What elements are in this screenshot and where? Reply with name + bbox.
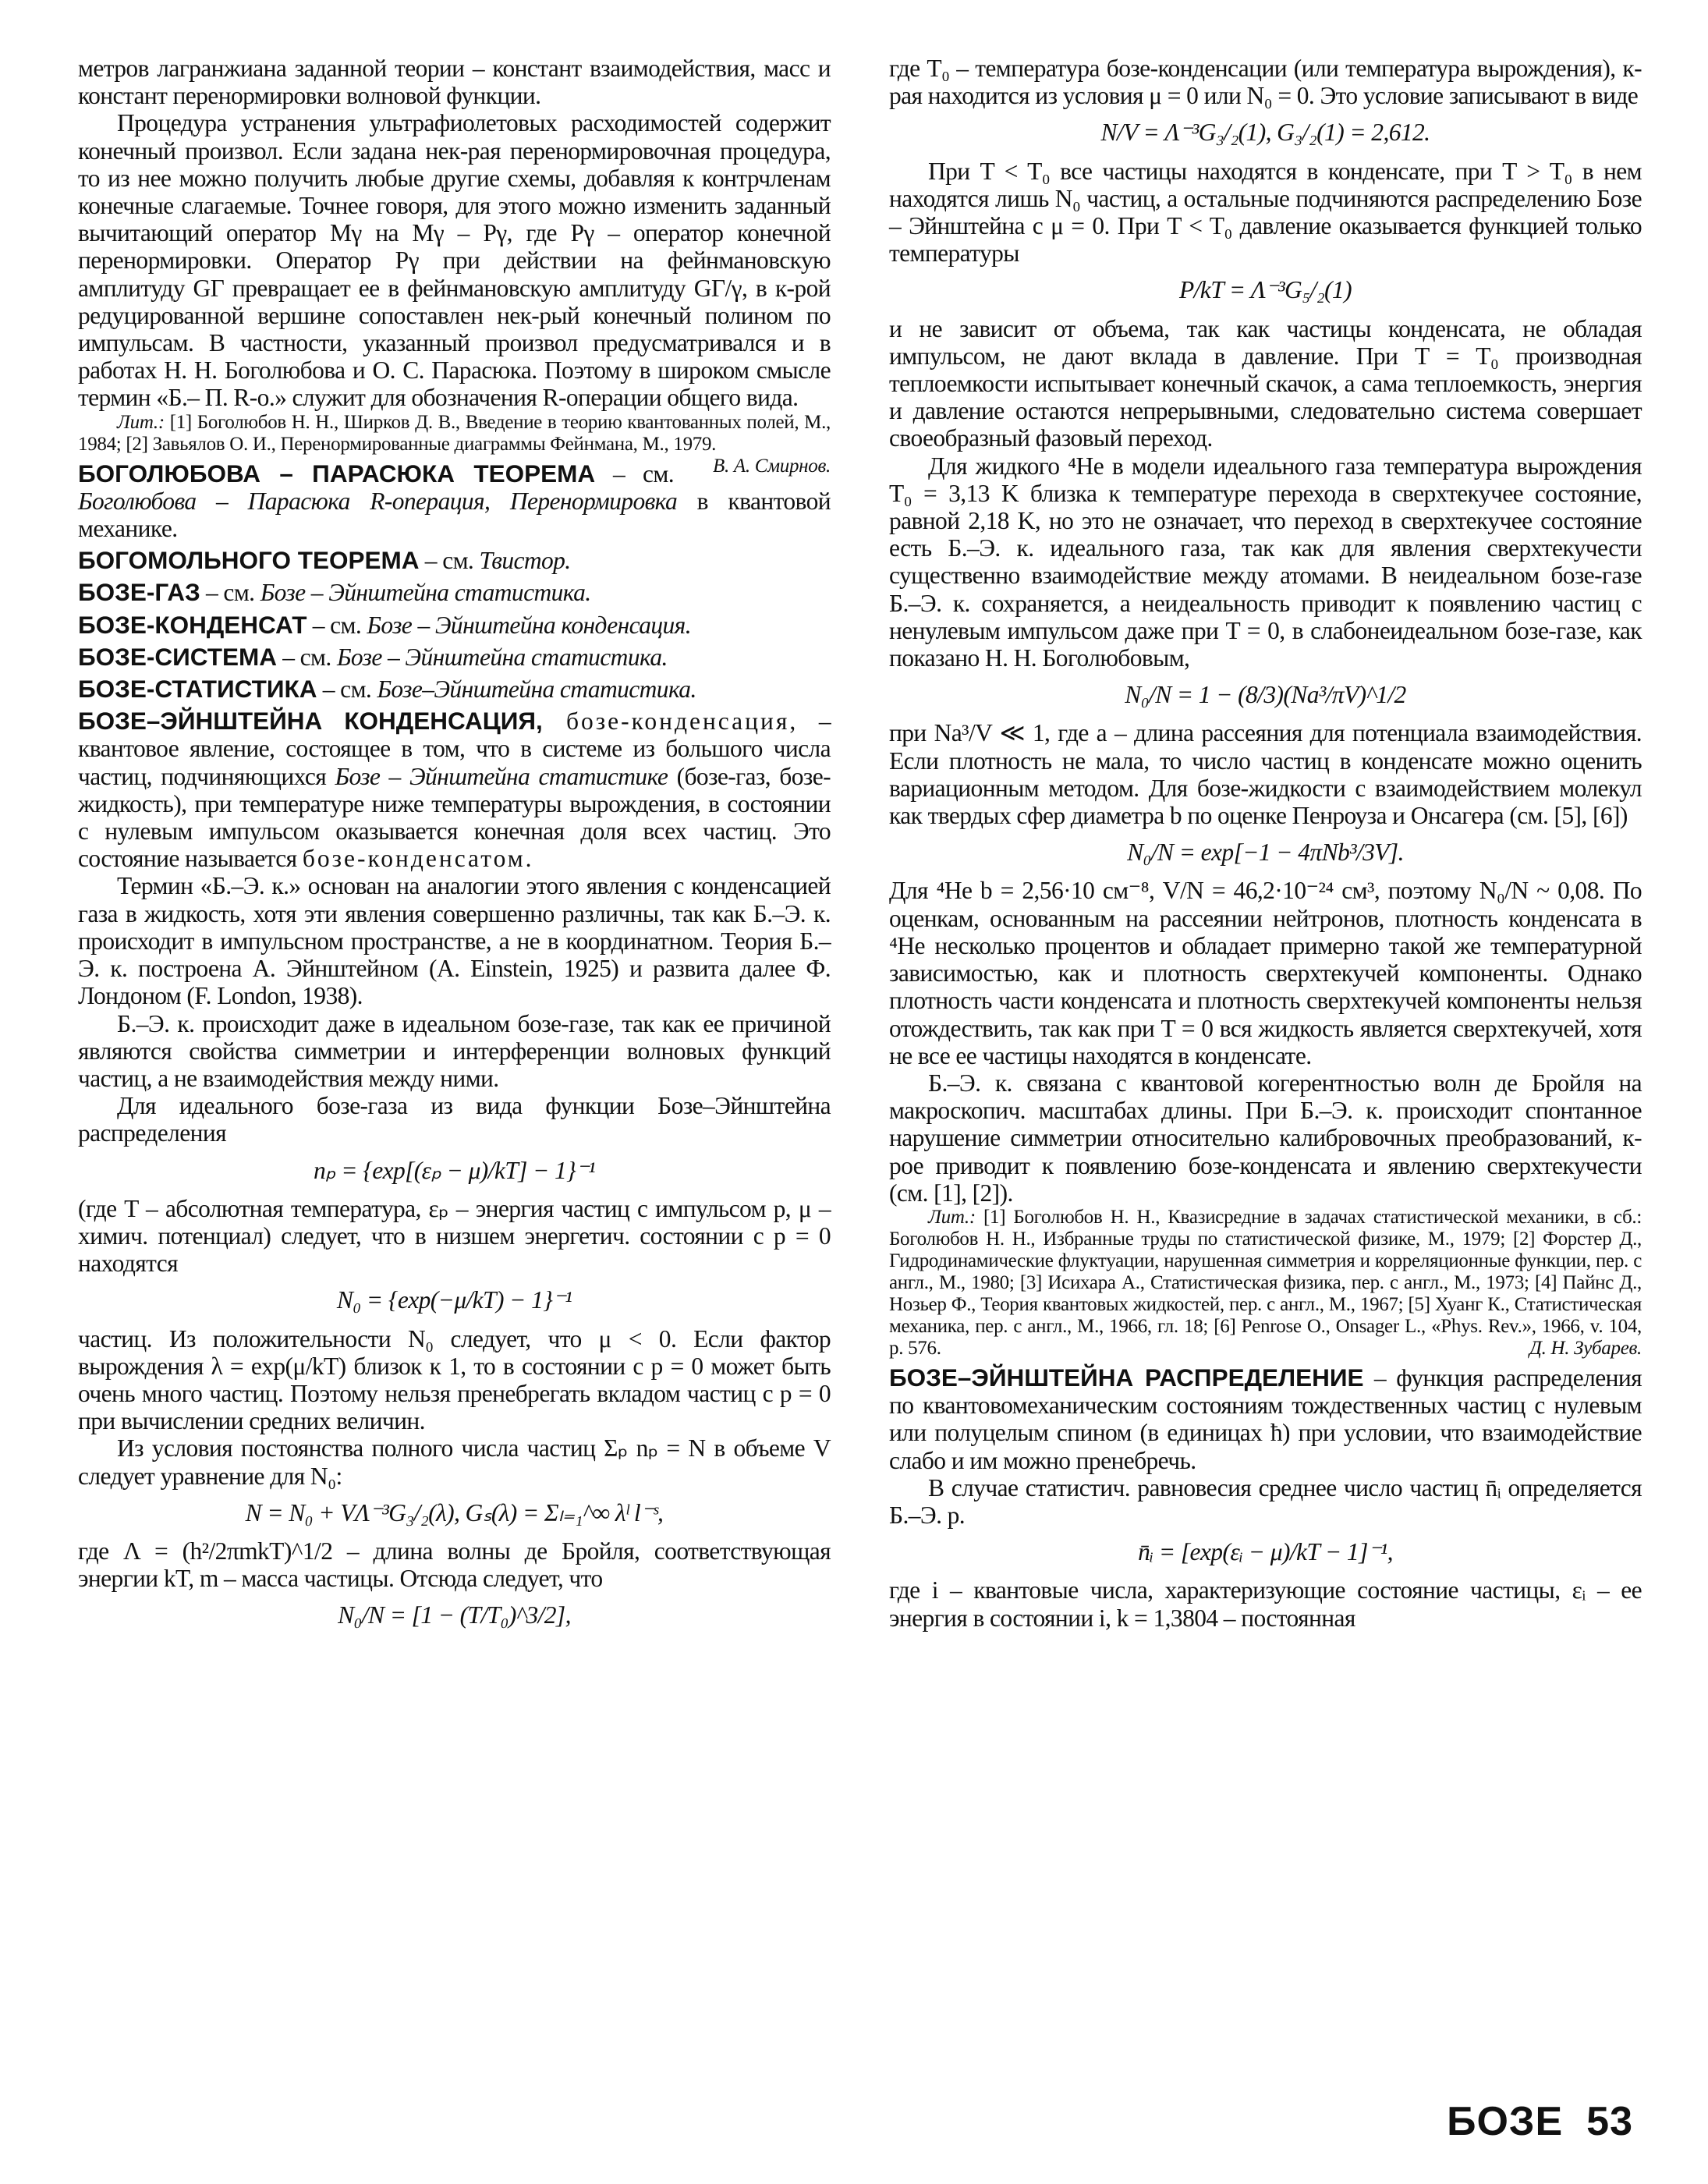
text-run: где i – квантовые числа, характеризующие состояние частицы, εᵢ – ее энергия в состоянии i, k = 1,3804 – постоянная: [889, 1576, 1642, 1632]
paragraph: [78, 1092, 831, 1147]
text-run: – см.: [595, 459, 675, 488]
text-run: P/kT = Λ⁻³G₅/₂(1): [1179, 276, 1352, 304]
text-run: [1] Боголюбов Н. Н., Ширков Д. В., Введение в теорию квантованных полей, М., 1984; [2] Завьялов О. И., Перенормированные диаграммы Фейнмана, М., 1979.: [78, 411, 831, 455]
text-run: N₀/N = 1 − (8/3)(Na³/πV)^1/2: [1125, 681, 1406, 709]
paragraph-continued: [78, 1195, 831, 1278]
text-run: – см.: [200, 579, 260, 607]
paragraph-continued: [889, 719, 1642, 829]
text-run: N = N₀ + VΛ⁻³G₃/₂(λ), Gₛ(λ) = Σₗ₌₁^∞ λˡ l⁻ˢ,: [245, 1498, 664, 1526]
text-run: Из условия постоянства полного числа частиц Σₚ nₚ = N в объеме V следует уравнение для N₀:: [78, 1434, 831, 1490]
dictionary-entry: [78, 579, 831, 606]
paragraph: [889, 158, 1642, 268]
text-run: [1] Боголюбов Н. Н., Квазисредние в задачах статистической механики, в сб.: Боголюбов Н. Н., Избранные труды по статистической физике, М., 1979; [2] Форстер Д., Гидродинамические флуктуации, нарушенная симметрия и корреляционные функции, пер. с англ., М., 1980; [3] Исихара А., Статистическая физика, пер. с англ., М., 1973; [4] Пайнс Д., Нозьер Ф., Теория квантовых жидкостей, пер. с англ., М., 1967; [5] Хуанг К., Статистическая механика, пер. с англ., М., 1966, гл. 18; [6] Penrose O., Onsager L., «Phys. Rev.», 1966, v. 104, p. 576.: [889, 1206, 1642, 1359]
text-run: Б.–Э. к. связана с квантовой когерентностью волн де Бройля на макроскопич. масштабах длины. При Б.–Э. к. происходит спонтанное нарушение симметрии относительно калибровочных преобразований, к-рое приводит к появлению бозе-конденсата и явлению сверхтекучести (см. [1], [2]).: [889, 1069, 1642, 1207]
text-run: В случае статистич. равновесия среднее число частиц n̄ᵢ определяется Б.–Э. р.: [889, 1473, 1642, 1529]
text-run: бозе-конденсация,: [542, 707, 799, 736]
paragraph-continued: [78, 1325, 831, 1435]
text-run: Б.–Э. к. происходит даже в идеальном бозе-газе, так как ее причиной являются свойства симметрии и интерференции волновых функций частиц, а не взаимодействия между ними.: [78, 1009, 831, 1092]
references: [889, 1207, 1642, 1360]
text-run: метров лагранжиана заданной теории – констант взаимодействия, масс и констант перенормировки волновой функции.: [78, 55, 831, 110]
text-run: – см.: [276, 643, 337, 671]
formula: [78, 1601, 831, 1629]
text-run: где Λ = (h²/2πmkT)^1/2 – длина волны де Бройля, соответствующая энергии kT, m – масса частицы. Отсюда следует, что: [78, 1537, 831, 1593]
running-head: БОЗЕ: [1447, 2099, 1564, 2144]
paragraph: [78, 1010, 831, 1093]
italic-text: Лит.:: [117, 411, 170, 433]
entry-headword: БОЗЕ–ЭЙНШТЕЙНА КОНДЕНСАЦИЯ,: [78, 707, 543, 736]
dictionary-entry: [78, 612, 831, 639]
right-column: [889, 55, 1642, 1632]
formula: [78, 1499, 831, 1526]
formula: [889, 838, 1642, 866]
text-run: n̄ᵢ = [exp(εᵢ − μ)/kT − 1]⁻¹,: [1138, 1538, 1393, 1566]
text-run: бозе-конденсатом.: [302, 845, 534, 873]
text-run: Для жидкого ⁴He в модели идеального газа температура вырождения T₀ = 3,13 K близка к температуре перехода в сверхтекучее состояние, равной 2,18 K, но это не означает, что переход в сверхтекучее состояние есть Б.–Э. к. идеального газа, так как для явления сверхтекучести существенно взаимодействие между атомами. В неидеальном бозе-газе Б.–Э. к. сохраняется, а неидеальность приводит к появлению частиц с ненулевым импульсом даже при T = 0, в слабонеидеальном бозе-газе, как показано Н. Н. Боголюбовым,: [889, 452, 1642, 672]
text-run: При T < T₀ все частицы находятся в конденсате, при T > T₀ в нем находятся лишь N₀ частиц, а остальные подчиняются распределению Бозе – Эйнштейна с μ = 0. При T < T₀ давление оказывается функцией только температуры: [889, 157, 1642, 268]
formula: [889, 681, 1642, 708]
formula: [889, 276, 1642, 303]
paragraph: [78, 109, 831, 411]
entry-headword: БОЗЕ-СТАТИСТИКА: [78, 675, 317, 704]
italic-text: Боголюбова – Парасюка R-операция, Перенормировка: [78, 487, 678, 515]
paragraph: [889, 452, 1642, 672]
text-run: (где T – абсолютная температура, εₚ – энергия частиц с импульсом p, μ – химич. потенциал) следует, что в низшем энергетич. состоянии с p = 0 находятся: [78, 1194, 831, 1278]
italic-text: Лит.:: [928, 1206, 983, 1228]
paragraph: [78, 872, 831, 1009]
text-run: Процедура устранения ультрафиолетовых расходимостей содержит конечный произвол. Если задана нек-рая перенормировочная процедура, то из нее можно получить любые другие схемы, добавляя к контрчленам конечные слагаемые. Точнее говоря, для этого можно изменить заданный вычитающий оператор Mγ на Mγ – Pγ, где Pγ – оператор конечной перенормировки. Оператор Pγ при действии на фейнмановскую амплитуду GΓ превращает ее в фейнмановскую амплитуду GΓ/γ, в к-рой редуцированной вершине сопоставлен нек-рый конечный полином по импульсам. В частности, указанный произвол предусматривался и в работах Н. Н. Боголюбова и О. С. Парасюка. Поэтому в широком смысле термин «Б.– П. R-о.» служит для обозначения R-операции общего вида.: [78, 109, 831, 412]
text-run: – см.: [419, 547, 480, 575]
dictionary-entry: [78, 675, 831, 703]
text-run: N₀ = {exp(−μ/kT) − 1}⁻¹: [336, 1286, 572, 1314]
entry-headword: БОЗЕ–ЭЙНШТЕЙНА РАСПРЕДЕЛЕНИЕ: [889, 1363, 1364, 1392]
paragraph: [78, 1434, 831, 1489]
text-run: Для идеального бозе-газа из вида функции Бозе–Эйнштейна распределения: [78, 1092, 831, 1147]
text-run: – функция распределения по квантовомеханическим состояниям тождественных частиц с нулевым или полуцелым спином (в единицах ħ) при условии, что взаимодействие слабо и им можно пренебречь.: [889, 1363, 1642, 1474]
author-signature: В. А. Смирнов.: [713, 455, 831, 477]
italic-text: Бозе – Эйнштейна статистика.: [260, 579, 591, 607]
italic-text: Бозе – Эйнштейна конденсация.: [367, 611, 691, 639]
entry-headword: БОГОМОЛЬНОГО ТЕОРЕМА: [78, 546, 420, 575]
text-run: частиц. Из положительности N₀ следует, что μ < 0. Если фактор вырождения λ = exp(μ/kT) близок к 1, то в состоянии с p = 0 может быть очень много частиц. Поэтому нельзя пренебрегать вкладом частиц с p = 0 при вычислении средних величин.: [78, 1324, 831, 1435]
paragraph: [889, 1474, 1642, 1529]
text-run: (бозе-газ, бозе-жидкость), при температуре ниже температуры вырождения, в состоянии с нулевым импульсом оказывается конечная доля всех частиц. Это состояние называется: [78, 762, 831, 873]
text-run: nₚ = {exp[(εₚ − μ)/kT] − 1}⁻¹: [313, 1156, 596, 1184]
paragraph-continued: [78, 1537, 831, 1592]
paragraph-continued: [889, 877, 1642, 1069]
paragraph: [889, 1069, 1642, 1207]
text-run: – см.: [317, 675, 377, 704]
paragraph-continued: [889, 1576, 1642, 1631]
entry-headword: БОЗЕ-СИСТЕМА: [78, 642, 277, 671]
page-number: 53: [1586, 2099, 1633, 2144]
italic-text: Бозе – Эйнштейна статистике: [335, 762, 668, 790]
dictionary-entry: [78, 547, 831, 574]
text-run: в квантовой механике.: [78, 487, 831, 543]
entry-headword: БОЗЕ-КОНДЕНСАТ: [78, 610, 307, 639]
left-column: [78, 55, 831, 1640]
dictionary-entry: [889, 1364, 1642, 1474]
author-signature: Д. Н. Зубарев.: [1529, 1337, 1642, 1359]
entry-headword: БОГОЛЮБОВА – ПАРАСЮКА ТЕОРЕМА: [78, 459, 596, 488]
text-run: – см.: [307, 611, 367, 639]
text-run: при Na³/V ≪ 1, где a – длина рассеяния для потенциала взаимодействия. Если плотность не мала, то число частиц в конденсате можно оценить вариационным методом. Для бозе-жидкости с взаимодействием молекул как твердых сфер диаметра b по оценке Пенроуза и Онсагера (см. [5], [6]): [889, 719, 1642, 830]
text-run: Термин «Б.–Э. к.» основан на аналогии этого явления с конденсацией газа в жидкость, хотя эти явления совершенно различны, так как Б.–Э. к. происходит в импульсном пространстве, а не в координатном. Теория Б.–Э. к. построена А. Эйнштейном (A. Einstein, 1925) и развита далее Ф. Лондоном (F. London, 1938).: [78, 872, 831, 1010]
paragraph-continued: [889, 315, 1642, 452]
text-run: N/V = Λ⁻³G₃/₂(1), G₃/₂(1) = 2,612.: [1100, 119, 1430, 147]
text-run: Для ⁴He b = 2,56·10 см⁻⁸, V/N = 46,2·10⁻²⁴ см³, поэтому N₀/N ~ 0,08. По оценкам, основанным на рассеянии нейтронов, плотность конденсата в ⁴He несколько процентов и обладает примерно такой же температурной зависимостью, как и плотность сверхтекучей компоненты. Однако плотность части конденсата и плотность сверхтекучей компоненты нельзя отождествить, так как при T = 0 вся жидкость является сверхтекучей, хотя не все ее частицы находятся в конденсате.: [889, 877, 1642, 1069]
dictionary-entry: [78, 644, 831, 671]
formula: [78, 1157, 831, 1184]
text-run: и не зависит от объема, так как частицы конденсата, не обладая импульсом, не дают вклада в давление. При T = T₀ производная теплоемкости испытывает конечный скачок, а сама теплоемкость, энергия и давление остаются непрерывными, следовательно система совершает своеобразный фазовый переход.: [889, 314, 1642, 452]
text-run: N₀/N = exp[−1 − 4πNb³/3V].: [1127, 838, 1404, 867]
italic-text: Бозе – Эйнштейна статистика.: [336, 643, 668, 671]
italic-text: Бозе–Эйнштейна статистика.: [377, 675, 696, 704]
page-footer: [1447, 2098, 1633, 2145]
paragraph-continued: [889, 55, 1642, 109]
text-run: N₀/N = [1 − (T/T₀)^3/2],: [338, 1601, 571, 1629]
italic-text: Твистор.: [479, 547, 571, 575]
text-run: – квантовое явление, состоящее в том, что в системе из большого числа частиц, подчиняющихся: [78, 707, 831, 790]
formula: [78, 1286, 831, 1314]
formula: [889, 1538, 1642, 1565]
entry-headword: БОЗЕ-ГАЗ: [78, 578, 200, 607]
paragraph-continued: [78, 55, 831, 109]
formula: [889, 119, 1642, 146]
dictionary-entry: [78, 707, 831, 872]
text-run: где T₀ – температура бозе-конденсации (или температура вырождения), к-рая находится из условия μ = 0 или N₀ = 0. Это условие записывают в виде: [889, 55, 1642, 110]
